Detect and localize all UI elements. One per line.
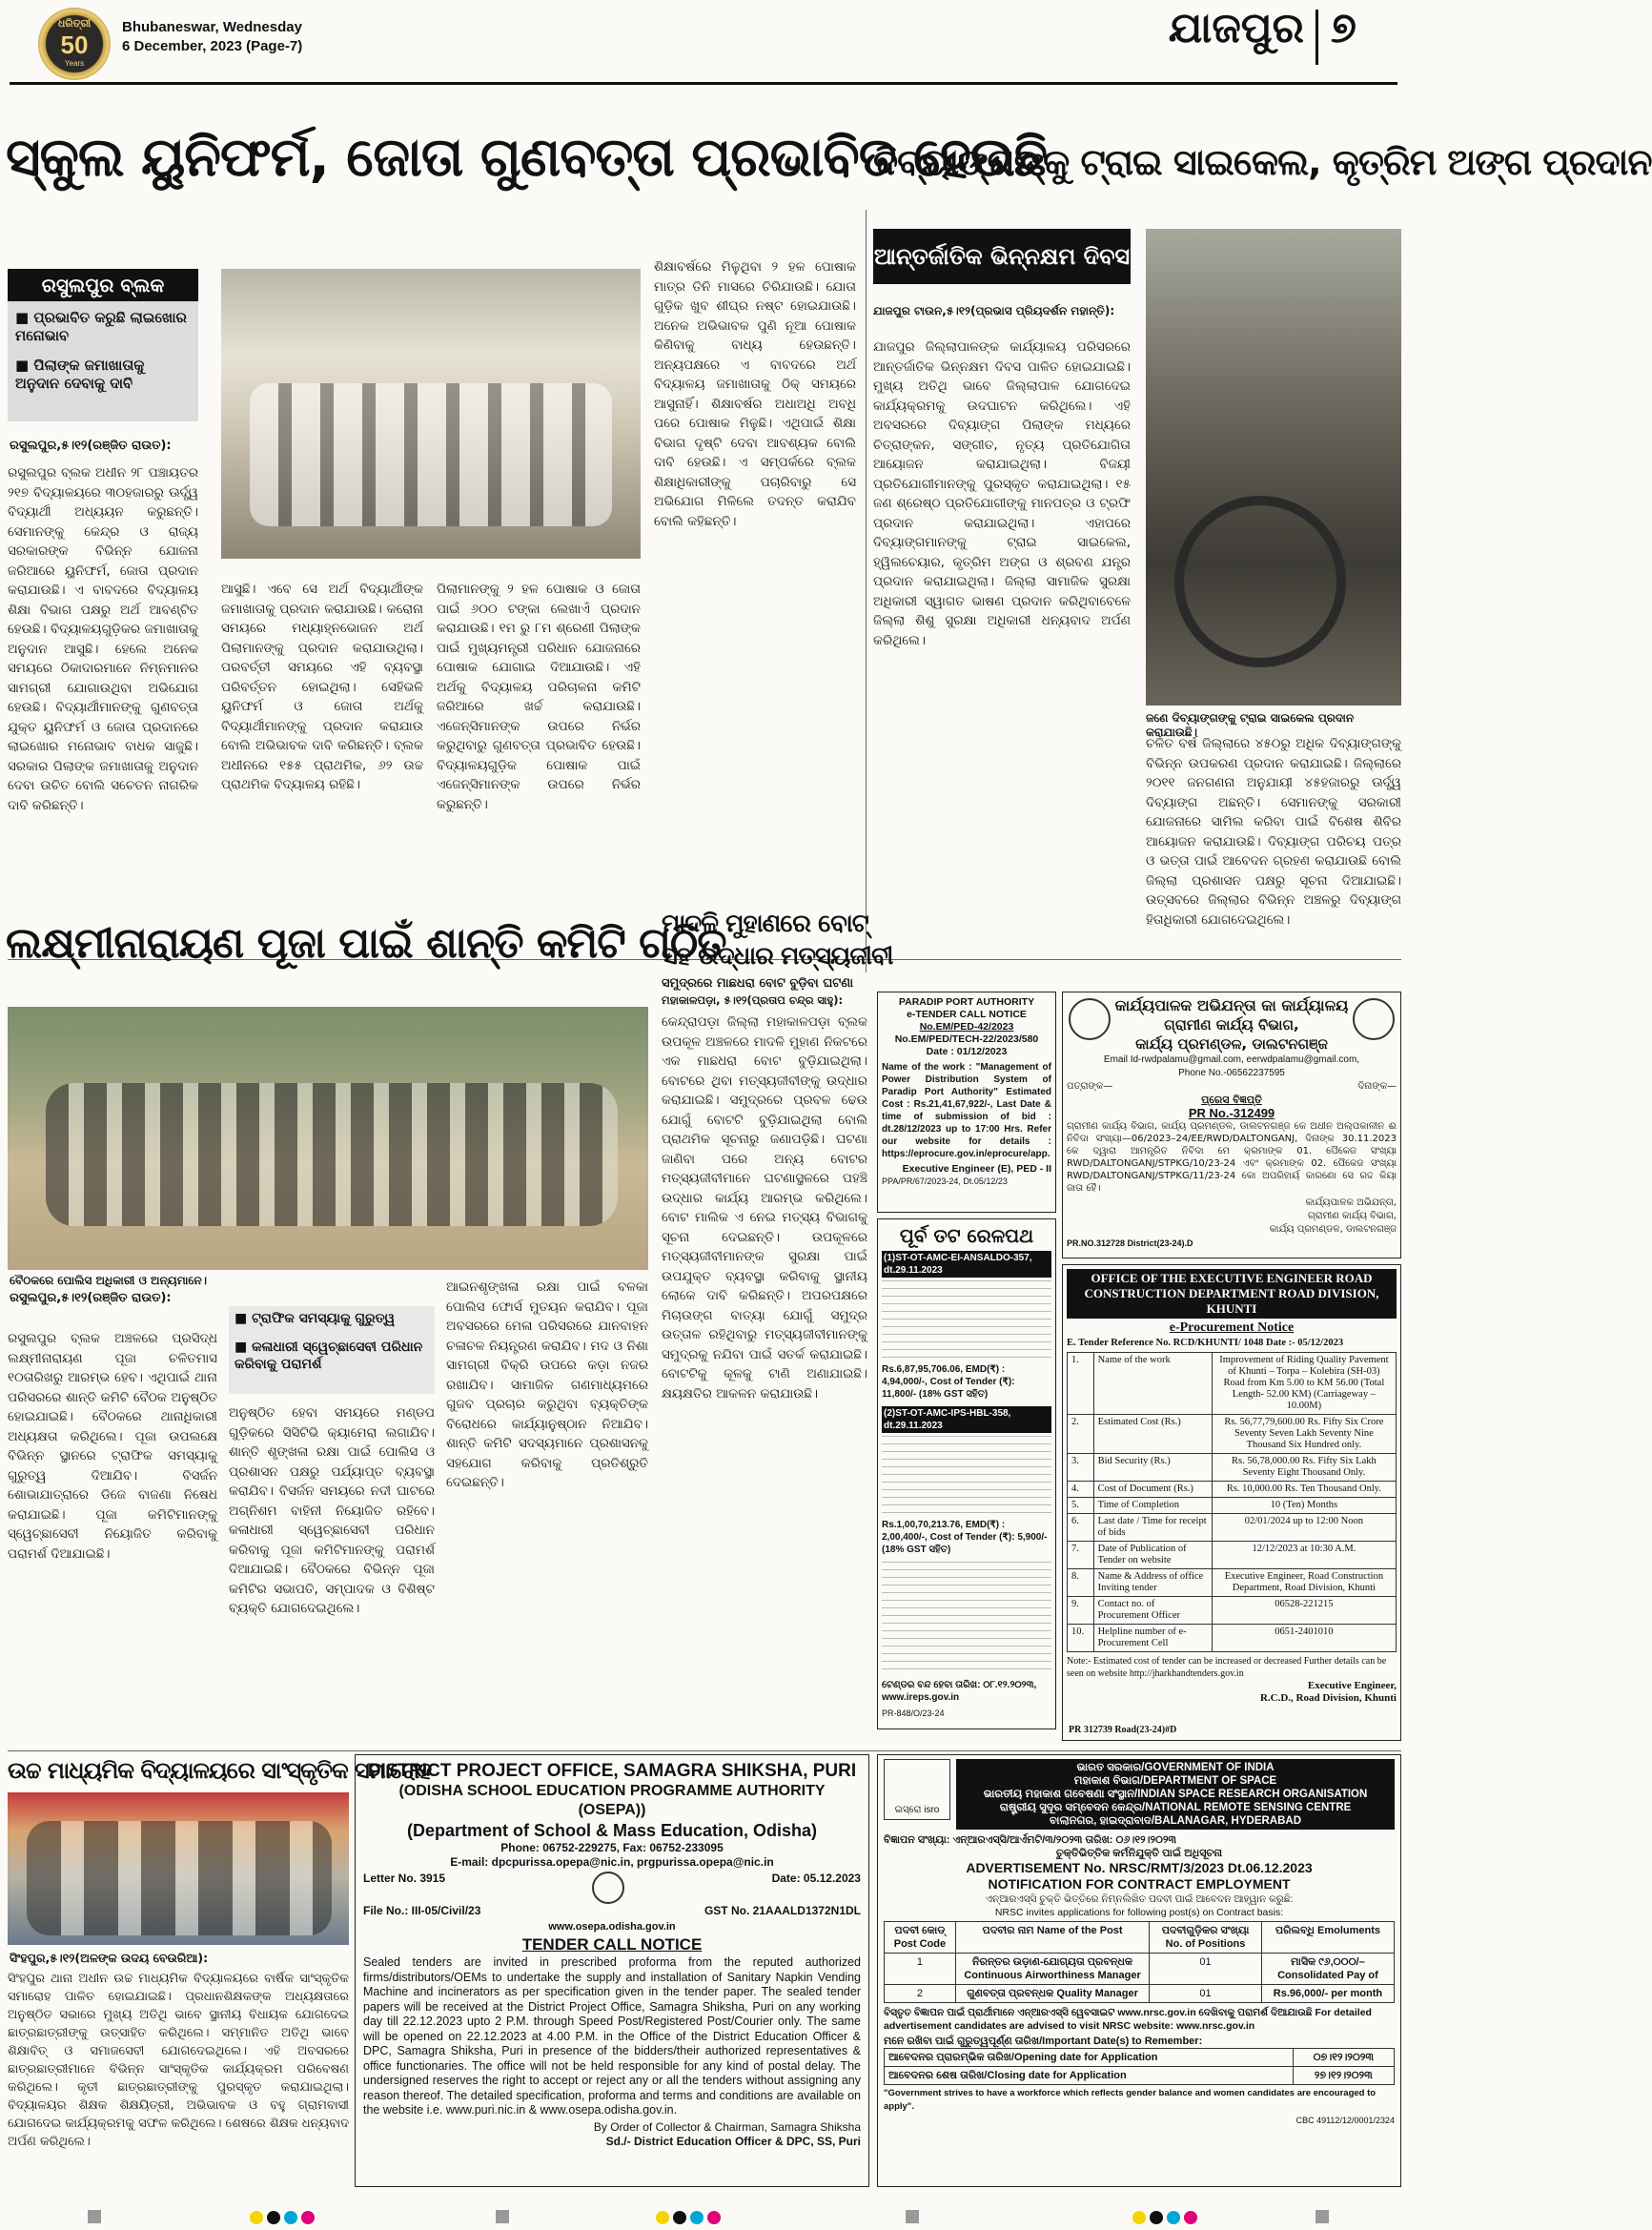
ad-nrsc-header — [884, 1759, 1395, 1830]
ad-osepa-file: File No.: III-05/Civil/23 — [363, 1904, 481, 1917]
story2-headline: ଦିବ୍ୟାଙ୍ଗଙ୍କୁ ଟ୍ରାଇ ସାଇକେଲ, କୃତ୍ରିମ ଅଙ୍ଗ ପ୍ରଦାନ — [873, 141, 1652, 183]
ad-khunti-row — [1068, 1454, 1397, 1482]
ad-paradip — [877, 992, 1056, 1213]
story5-photo-people — [27, 1821, 332, 1935]
ad-rwd-email: Email Id-rwdpalamu@gmail.com, eerwdpalamu@gmail.com, — [1103, 1054, 1360, 1065]
ad-khunti-cell-no: 8. — [1068, 1569, 1094, 1597]
ad-nrsc-cell: 01 — [1150, 1985, 1262, 2003]
story3-bullet-2-text: କଳାଧାରୀ ସ୍ୱେଚ୍ଛାସେବୀ ପରିଧାନ କରିବାକୁ ପରାମର୍ଶ — [235, 1340, 423, 1372]
ad-osepa-emblem — [592, 1872, 624, 1904]
ad-rwd-pr-no: PR No.-312499 — [1188, 1106, 1275, 1120]
ad-khunti-cell-value: 06528-221215 — [1212, 1597, 1396, 1625]
page-number: ୭ — [1331, 4, 1356, 52]
ad-nrsc-adv-odia: ବିଜ୍ଞାପନ ସଂଖ୍ୟା: ଏନ୍ଆରଏସ୍‌ସି/ଆର୍ଏମଟି/୩/୨୦୨୩ ତାରିଖ: ୦୬।୧୨।୨୦୨୩ — [884, 1834, 1177, 1846]
ad-khunti-cell-value: Executive Engineer, Road Construction Department, Road Division, Khunti — [1212, 1569, 1396, 1597]
story1-dateline: ରସୁଲପୁର,୫।୧୨(ରଞ୍ଜିତ ରାଉତ): — [10, 439, 172, 453]
ad-ecor-text-2 — [882, 1436, 1051, 1516]
ad-osepa-letter: Letter No. 3915 — [363, 1872, 446, 1885]
ad-khunti-row — [1068, 1415, 1397, 1454]
ad-nrsc-cell: 1 — [885, 1954, 956, 1985]
story4-headline-1: ମାଦଳି ମୁହାଣରେ ବୋଟ୍ — [662, 910, 868, 938]
ad-nrsc-cell: ମାସିକ ୯୬,୦୦୦/– Consolidated Pay of — [1261, 1954, 1394, 1985]
ad-nrsc-invites-odia: ଏନ୍ଆରଏସ୍‌ସି ଚୁକ୍ତି ଭିତ୍ତିରେ ନିମ୍ନଲିଖିତ ପଦବୀ ପାଇଁ ଆବେଦନ ଆହ୍ୱାନ କରୁଛି: — [985, 1893, 1294, 1905]
ad-nrsc-adv: ADVERTISEMENT No. NRSC/RMT/3/2023 Dt.06.12.2023 — [966, 1860, 1313, 1875]
registration-square — [88, 2210, 101, 2223]
ad-khunti-row — [1068, 1542, 1397, 1569]
story1-col-4: ଶିକ୍ଷାବର୍ଷରେ ମିଳୁଥିବା ୨ ହଳ ପୋଷାକ ମାତ୍ର ତିନି ମାସରେ ଚିରିଯାଉଛି। ଯୋତା ଗୁଡ଼ିକ ଖୁବ ଶୀଘ୍ର ନଷ୍ଟ ହୋଇଯାଉଛି। ଅନେକ ଅଭିଭାବକ ପୁଣି ନୂଆ ପୋଷାକ କିଣିବାକୁ ବାଧ୍ୟ ହେଉଛନ୍ତି। ଅନ୍ୟପକ୍ଷରେ ଏ ବାବଦରେ ଅର୍ଥ ବିଦ୍ୟାଳୟ ଜମାଖାତାକୁ ଠିକ୍ ସମୟରେ ଆସୁନାହିଁ। ଶିକ୍ଷାବର୍ଷର ଅଧାଅଧି ଅବଧି ପରେ ପୋଷାକ ମିଳୁଛି। ଏଥିପାଇଁ ଶିକ୍ଷା ବିଭାଗ ଦୃଷ୍ଟି ଦେବା ଆବଶ୍ୟକ ବୋଲି ଦାବି ହେଉଛି। ଏ ସମ୍ପର୍କରେ ବ୍ଲକ ଶିକ୍ଷାଧିକାରୀଙ୍କୁ ପଚାରିବାରୁ ସେ ଅଭିଯୋଗ ମିଳିଲେ ତଦନ୍ତ କରାଯିବ ବୋଲି କହିଛନ୍ତି। — [654, 259, 856, 529]
ad-nrsc-close-row — [885, 2067, 1395, 2085]
story1-col-2: ଆସୁଛି। ଏବେ ସେ ଅର୍ଥ ବିଦ୍ୟାର୍ଥୀଙ୍କ ଜମାଖାତାକୁ ପ୍ରଦାନ କରାଯାଉଛି। କରୋନା ସମୟରେ ମଧ୍ୟାହ୍ନଭୋଜନ ଅର୍ଥ ପିଲାମାନଙ୍କୁ ପ୍ରଦାନ କରାଯାଉଥିଲା। ପରବର୍ତ୍ତୀ ସମୟରେ ଏହି ବ୍ୟବସ୍ଥା ପରିବର୍ତ୍ତନ ହୋଇଥିଲା। ସେହିଭଳି ୟୁନିଫର୍ମ ଓ ଜୋତା ଅର୍ଥକୁ ବିଦ୍ୟାର୍ଥୀମାନଙ୍କୁ ପ୍ରଦାନ କରାଯାଉ ବୋଲି ଅଭିଭାବକ ଦାବି କରିଛନ୍ତି। ବ୍ଲକ ଅଧୀନରେ ୧୫୫ ପ୍ରାଥମିକ, ୬୨ ଉଚ୍ଚ ପ୍ରାଥମିକ ବିଦ୍ୟାଳୟ ରହିଛି। — [221, 582, 423, 792]
ad-nrsc-close-label: ଆବେଦନର ଶେଷ ତାରିଖ/Closing date for Application — [885, 2067, 1294, 2085]
ad-paradip-title: PARADIP PORT AUTHORITY — [898, 996, 1035, 1008]
ad-khunti-cell-no: 3. — [1068, 1454, 1094, 1482]
story5-dateline: ସିଂହପୁର,୫।୧୨(ଅଳଙ୍କ ଉଦୟ ବେଉରିଆ): — [10, 1951, 209, 1965]
story4-text: କେନ୍ଦ୍ରାପଡ଼ା ଜିଲ୍ଲା ମହାକାଳପଡ଼ା ବ୍ଲକ ଉପକୂଳ ଅଞ୍ଚଳରେ ମାଦଳି ମୁହାଣ ନିକଟରେ ଏକ ମାଛଧରା ବୋଟ ବୁଡ଼ିଯାଇଥିଲା। ବୋଟରେ ଥିବା ମତ୍ସ୍ୟଜୀବୀଙ୍କୁ ଉଦ୍ଧାର କରାଯାଇଛି। ସମୁଦ୍ରରେ ପ୍ରବଳ ଢେଉ ଯୋଗୁଁ ବୋଟଟି ବୁଡ଼ିଯାଇଥିଲା ବୋଲି ପ୍ରାଥମିକ ସୂଚନାରୁ ଜଣାପଡ଼ିଛି। ଘଟଣା ଜାଣିବା ପରେ ଅନ୍ୟ ବୋଟର ମତ୍ସ୍ୟଜୀବୀମାନେ ଘଟଣାସ୍ଥଳରେ ପହଞ୍ଚି ଉଦ୍ଧାର କାର୍ଯ୍ୟ ଆରମ୍ଭ କରିଥିଲେ। ବୋଟ ମାଲିକ ଏ ନେଇ ମତ୍ସ୍ୟ ବିଭାଗକୁ ସୂଚନା ଦେଇଛନ୍ତି। ଉପକୂଳରେ ମତ୍ସ୍ୟଜୀବୀମାନଙ୍କ ସୁରକ୍ଷା ପାଇଁ ଉପଯୁକ୍ତ ବ୍ୟବସ୍ଥା କରିବାକୁ ସ୍ଥାନୀୟ ଲୋକେ ଦାବି କରିଛନ୍ତି। ଅପରପକ୍ଷରେ ମିଚାଉଙ୍ଗ ବାତ୍ୟା ଯୋଗୁଁ ସମୁଦ୍ର ଉତ୍ତାଳ ରହିଥିବାରୁ ମତ୍ସ୍ୟଜୀବୀମାନଙ୍କୁ ସମୁଦ୍ରକୁ ନଯିବା ପାଇଁ ସତର୍କ କରାଯାଇଛି। ବୋଟଟିକୁ କୂଳକୁ ଟାଣି ଅଣାଯାଇଛି। କ୍ଷୟକ୍ଷତିର ଆକଳନ କରାଯାଉଛି। — [662, 1014, 867, 1401]
ad-nrsc-invites: NRSC invites applications for following post(s) on Contract basis: — [994, 1907, 1284, 1918]
story3-photo-caption: ବୈଠକରେ ପୋଲିସ ଅଧିକାରୀ ଓ ଅନ୍ୟମାନେ। — [10, 1274, 208, 1287]
ad-khunti-cell-value: Rs. 56,77,79,600.00 Rs. Fifty Six Crore Seventy Seven Lakh Seventy Nine Thousand Six Hundred only. — [1212, 1415, 1396, 1454]
ad-khunti-row — [1068, 1569, 1397, 1597]
ad-khunti-cell-label: Name of the work — [1093, 1353, 1212, 1415]
print-marks — [0, 2206, 1407, 2229]
story3-col-3: ଆଇନଶୃଙ୍ଖଳା ରକ୍ଷା ପାଇଁ ବଳକା ପୋଲିସ ଫୋର୍ସ ମୁତୟନ କରାଯିବ। ପୂଜା ଅବସରରେ ମେଳା ପରିସରରେ ଯାନବାହନ ଚଳାଚଳ ନିୟନ୍ତ୍ରଣ କରାଯିବ। ମଦ ଓ ନିଶା ସାମଗ୍ରୀ ବିକ୍ରି ଉପରେ କଡ଼ା ନଜର ରଖାଯିବ। ସାମାଜିକ ଗଣମାଧ୍ୟମରେ ଗୁଜବ ପ୍ରଚାର କରୁଥିବା ବ୍ୟକ୍ତିଙ୍କ ବିରୋଧରେ କାର୍ଯ୍ୟାନୁଷ୍ଠାନ ନିଆଯିବ। ଶାନ୍ତି କମିଟି ସଦସ୍ୟମାନେ ପ୍ରଶାସନକୁ ସହଯୋଗ କରିବାକୁ ପ୍ରତିଶ୍ରୁତି ଦେଇଛନ୍ତି। — [446, 1279, 648, 1490]
ad-khunti-ref: E. Tender Reference No. RCD/KHUNTI/ 1048 Date :- 05/12/2023 — [1067, 1338, 1344, 1348]
story4-headline-2: ସହ ଉଦ୍ଧାର ମତ୍ସ୍ୟଜୀବୀ — [662, 942, 893, 971]
ad-ecor-cost-1: Rs.6,87,95,706.06, EMD(₹) : 4,94,000/-, Cost of Tender (₹): 11,800/- (18% GST ସହିତ) — [882, 1364, 1015, 1400]
story1-bullet-1-text: ପ୍ରଭାବିତ କରୁଛି ଲାଇଖୋର ମନୋଭାବ — [15, 309, 187, 344]
registration-square — [496, 2210, 509, 2223]
ad-nrsc-cell: ନିରନ୍ତର ଉଡ଼ାଣ-ଯୋଗ୍ୟତା ପ୍ରବନ୍ଧକ Continuous Airworthiness Manager — [955, 1954, 1149, 1985]
ad-khunti-signature-2: R.C.D., Road Division, Khunti — [1259, 1692, 1397, 1704]
ad-ecor-item-1: (1)ST-OT-AMC-EI-ANSALDO-357, dt.29.11.2023 — [882, 1251, 1051, 1278]
ad-rwd-body: ଗ୍ରାମୀଣ କାର୍ଯ୍ୟ ବିଭାଗ, କାର୍ଯ୍ୟ ପ୍ରମଣ୍ଡଳ, ଡାଲଟନଗଞ୍ଜ କେ ଅଧୀନ ଅଲ୍ପକାଳୀନ ଈ ନିବିଦା ସଂଖ୍ୟା—06/2023–24/EE/RWD/DALTONGANJ, ଦିନାଙ୍କ 30.11.2023 କେ ଦ୍ୱାରା ଆମନ୍ତ୍ରିତ ନିବିଦା ମେ କ୍ରମାଙ୍କ 01. ପୈକେଜ ସଂଖ୍ୟା RWD/DALTONGANJ/STPKG/10/23-24 ଏବଂ କ୍ରମାଙ୍କ 02. ପୈକେଜ ସଂଖ୍ୟା RWD/DALTONGANJ/STPKG/11/23-24 କୋ ଅପରିହାର୍ୟ କାରଣୋ ସେ ରଦ୍ଦ କିୟା ଜାତା ହୈ। — [1067, 1121, 1397, 1194]
story1-col-1: ରସୁଲପୁର ବ୍ଲକ ଅଧୀନ ୨୮ ପଞ୍ଚାୟତର ୨୧୭ ବିଦ୍ୟାଳୟରେ ୩୦ହଜାରରୁ ଊର୍ଦ୍ଧ୍ୱ ବିଦ୍ୟାର୍ଥୀ ଅଧ୍ୟୟନ କରୁଛନ୍ତି। ସେମାନଙ୍କୁ କେନ୍ଦ୍ର ଓ ରାଜ୍ୟ ସରକାରଙ୍କ ବିଭିନ୍ନ ଯୋଜନା ଜରିଆରେ ୟୁନିଫର୍ମ, ଜୋତା ପ୍ରଦାନ କରାଯାଉଛି। ଏ ବାବଦରେ ବିଦ୍ୟାଳୟ ଶିକ୍ଷା ବିଭାଗ ପକ୍ଷରୁ ଅର୍ଥ ଆବଣ୍ଟିତ ହେଉଛି। ବିଦ୍ୟାଳୟଗୁଡ଼ିକର ଜମାଖାତାକୁ ଅନୁଦାନ ଆସୁଛି। ହେଲେ ଅନେକ ସମୟରେ ଠିକାଦାରମାନେ ନିମ୍ନମାନର ସାମଗ୍ରୀ ଯୋଗାଉଥିବା ଅଭିଯୋଗ ହେଉଛି। ବିଦ୍ୟାର୍ଥୀମାନଙ୍କୁ ଗୁଣବତ୍ତା ଯୁକ୍ତ ୟୁନିଫର୍ମ ଓ ଜୋତା ପ୍ରଦାନରେ ଲାଇଖୋର ମନୋଭାବ ବାଧକ ସାଜୁଛି। ସରକାର ପିଲାଙ୍କ ଜମାଖାତାକୁ ଅନୁଦାନ ଦେବା ଉଚିତ ବୋଲି ସଚେତନ ନାଗରିକ ଦାବି କରିଛନ୍ତି। — [8, 465, 198, 813]
ad-osepa-email: E-mail: dpcpurissa.opepa@nic.in, prgpurissa.opepa@nic.in — [450, 1855, 774, 1869]
ad-khunti-cell-value: 02/01/2024 up to 12:00 Noon — [1212, 1514, 1396, 1542]
story1-kicker: ରସୁଲପୁର ବ୍ଲକ — [8, 269, 198, 301]
story2-photo-wheel — [1174, 496, 1346, 667]
ad-nrsc-open-date: ୦୭।୧୨।୨୦୨୩ — [1293, 2049, 1394, 2067]
ad-ecor-closing: ଟେଣ୍ଡର ବନ୍ଦ ହେବା ତାରିଖ: ୦୮.୧୨.୨୦୨୩, www.ireps.gov.in — [882, 1680, 1037, 1703]
ad-khunti-signature: Executive Engineer, — [1307, 1680, 1397, 1691]
ad-nrsc-close-date: ୨୭।୧୨।୨୦୨୩ — [1293, 2067, 1394, 2085]
ad-nrsc-open-label: ଆବେଦନର ପ୍ରାରମ୍ଭିକ ତାରିଖ/Opening date for Application — [885, 2049, 1294, 2067]
ad-nrsc-row-2 — [885, 1985, 1395, 2003]
masthead-rule — [10, 82, 1397, 85]
story4-dateline: ମହାକାଳପଡ଼ା, ୫।୧୨(ପ୍ରତାପ ଚନ୍ଦ୍ର ସାହୁ): — [662, 993, 844, 1007]
ad-nrsc-title — [956, 1759, 1395, 1830]
ad-paradip-signature: Executive Engineer (E), PED - II — [902, 1163, 1051, 1175]
story1-headline: ସ୍କୁଲ ୟୁନିଫର୍ମ, ଜୋତା ଗୁଣବତ୍ତା ପ୍ରଭାବିତ ହେଉଛି — [6, 127, 1047, 189]
story3-col-2: ଅନୁଷ୍ଠିତ ହେବା ସମୟରେ ମଣ୍ଡପ ଗୁଡ଼ିକରେ ସିସିଟିଭି କ୍ୟାମେରା ଲଗାଯିବ। ଶାନ୍ତି ଶୃଙ୍ଖଳା ରକ୍ଷା ପାଇଁ ପୋଲିସ ଓ ପ୍ରଶାସନ ପକ୍ଷରୁ ପର୍ଯ୍ୟାପ୍ତ ବ୍ୟବସ୍ଥା କରାଯିବ। ବିସର୍ଜନ ସମୟରେ ନଦୀ ଘାଟରେ ଅଗ୍ନିଶମ ବାହିନୀ ନିୟୋଜିତ ରହିବେ। କଳାଧାରୀ ସ୍ୱେଚ୍ଛାସେବୀ ପରିଧାନ କରିବାକୁ ପୂଜା କମିଟିମାନଙ୍କୁ ପରାମର୍ଶ ଦିଆଯାଇଛି। ବୈଠକରେ ବିଭିନ୍ନ ପୂଜା କମିଟିର ସଭାପତି, ସମ୍ପାଦକ ଓ ବିଶିଷ୍ଟ ବ୍ୟକ୍ତି ଯୋଗଦେଇଥିଲେ। — [229, 1405, 435, 1616]
ad-khunti-cell-no: 5. — [1068, 1498, 1094, 1514]
ad-khunti-row — [1068, 1353, 1397, 1415]
ad-osepa-row-2 — [363, 1904, 861, 1918]
ad-osepa-gst: GST No. 21AAALD1372N1DL — [704, 1904, 861, 1917]
ad-khunti-row — [1068, 1498, 1397, 1514]
story1-photo-students — [250, 383, 612, 526]
ad-ecor-item-2: (2)ST-OT-AMC-IPS-HBL-358, dt.29.11.2023 — [882, 1406, 1051, 1433]
story2-dateline: ଯାଜପୁର ଟାଉନ,୫।୧୨(ପ୍ରଭାସ ପ୍ରିୟଦର୍ଶନ ମହାନ୍ତି): — [873, 304, 1115, 317]
ad-nrsc-th-code: ପଦବୀ କୋଡ୍ Post Code — [885, 1922, 956, 1954]
ad-nrsc-line-3: ଭାରତୀୟ ମହାକାଶ ଗବେଷଣା ସଂସ୍ଥାନ/INDIAN SPACE RESEARCH ORGANISATION — [983, 1789, 1368, 1800]
ad-osepa-date: Date: 05.12.2023 — [771, 1872, 861, 1885]
dateline-date: 6 December, 2023 (Page-7) — [122, 38, 303, 54]
ad-nrsc-logo — [884, 1759, 950, 1820]
ad-rwd-ref-row — [1067, 1080, 1397, 1094]
ad-ecor-text-1 — [882, 1280, 1051, 1361]
registration-dots — [250, 2210, 318, 2228]
ad-khunti-cell-label: Estimated Cost (Rs.) — [1093, 1415, 1212, 1454]
story5-headline: ଉଚ୍ଚ ମାଧ୍ୟମିକ ବିଦ୍ୟାଳୟରେ ସାଂସ୍କୃତିକ ସମାରୋହ — [8, 1757, 432, 1784]
ad-rwd-date-label: ଦିନାଙ୍କ— — [1357, 1081, 1397, 1092]
story3-col-1: ରସୁଲପୁର ବ୍ଲକ ଅଞ୍ଚଳରେ ପ୍ରସିଦ୍ଧ ଲକ୍ଷ୍ମୀନାରାୟଣ ପୂଜା ଚଳିତମାସ ୧୦ତାରିଖରୁ ଆରମ୍ଭ ହେବ। ଏଥିପାଇଁ ଥାନା ପରିସରରେ ଶାନ୍ତି କମିଟି ବୈଠକ ଅନୁଷ୍ଠିତ ହୋଇଯାଇଛି। ବୈଠକରେ ଥାନାଧିକାରୀ ଅଧ୍ୟକ୍ଷତା କରିଥିଲେ। ପୂଜା ଉପଲକ୍ଷେ ବିଭିନ୍ନ ସ୍ଥାନରେ ଟ୍ରାଫିକ ସମସ୍ୟାକୁ ଗୁରୁତ୍ୱ ଦିଆଯିବ। ବିସର୍ଜନ ଶୋଭାଯାତ୍ରାରେ ଡିଜେ ବାଜଣା ନିଷେଧ କରାଯାଇଛି। ପୂଜା କମିଟିମାନଙ୍କୁ ସ୍ୱେଚ୍ଛାସେବୀ ନିୟୋଜିତ କରିବାକୁ ପରାମର୍ଶ ଦିଆଯାଇଛି। — [8, 1331, 217, 1562]
story1-bullet-1: ■ ପ୍ରଭାବିତ କରୁଛି ଲାଇଖୋର ମନୋଭାବ — [15, 309, 187, 344]
ad-khunti-cell-value: Rs. 10,000.00 Rs. Ten Thousand Only. — [1212, 1482, 1396, 1498]
ad-khunti-row — [1068, 1597, 1397, 1625]
ad-khunti-cell-no: 6. — [1068, 1514, 1094, 1542]
story2-photo — [1146, 229, 1401, 706]
ad-khunti-cell-value: 12/12/2023 at 10:30 A.M. — [1212, 1542, 1396, 1569]
ad-nrsc-row-1 — [885, 1954, 1395, 1985]
section-rule-2 — [8, 1750, 1401, 1751]
ad-rwd — [1062, 992, 1401, 1258]
ad-khunti-cell-label: Time of Completion — [1093, 1498, 1212, 1514]
story4-subhead: ସମୁଦ୍ରରେ ମାଛଧରା ବୋଟ ବୁଡ଼ିବା ଘଟଣା — [662, 976, 854, 991]
ad-khunti-row — [1068, 1482, 1397, 1498]
ad-khunti-cell-no: 7. — [1068, 1542, 1094, 1569]
ad-khunti-notice: e-Procurement Notice — [1169, 1320, 1295, 1335]
ad-nrsc — [877, 1754, 1401, 2187]
ad-rwd-press: ପ୍ରେସ ବିଜ୍ଞପ୍ତି — [1201, 1094, 1262, 1106]
ad-khunti — [1062, 1264, 1401, 1741]
ad-rwd-footer: PR.NO.312728 District(23-24).D — [1067, 1238, 1193, 1248]
story2-photo-caption: ଜଣେ ଦିବ୍ୟାଙ୍ଗଙ୍କୁ ଟ୍ରାଇ ସାଇକେଲ ପ୍ରଦାନ କରାଯାଉଛି। — [1146, 711, 1355, 739]
story1-photo — [221, 269, 641, 559]
story5-text: ସିଂହପୁର ଥାନା ଅଧୀନ ଉଚ୍ଚ ମାଧ୍ୟମିକ ବିଦ୍ୟାଳୟରେ ବାର୍ଷିକ ସାଂସ୍କୃତିକ ସମାରୋହ ପାଳିତ ହୋଇଯାଇଛି। ପ୍ରଧାନଶିକ୍ଷକଙ୍କ ଅଧ୍ୟକ୍ଷତାରେ ଅନୁଷ୍ଠିତ ସଭାରେ ମୁଖ୍ୟ ଅତିଥି ଭାବେ ସ୍ଥାନୀୟ ବିଧାୟକ ଯୋଗଦେଇ ଛାତ୍ରଛାତ୍ରୀଙ୍କୁ ଉତ୍ସାହିତ କରିଥିଲେ। ସମ୍ମାନିତ ଅତିଥି ଭାବେ ଶିକ୍ଷାବିତ୍ ଓ ସମାଜସେବୀ ଯୋଗଦେଇଥିଲେ। ଏହି ଅବସରରେ ଛାତ୍ରଛାତ୍ରୀମାନେ ବିଭିନ୍ନ ସାଂସ୍କୃତିକ କାର୍ଯ୍ୟକ୍ରମ ପରିବେଷଣ କରିଥିଲେ। କୃତୀ ଛାତ୍ରଛାତ୍ରୀଙ୍କୁ ପୁରସ୍କୃତ କରାଯାଇଥିଲା। ବିଦ୍ୟାଳୟର ଶିକ୍ଷକ ଶିକ୍ଷୟିତ୍ରୀ, ଅଭିଭାବକ ଓ ବହୁ ଗ୍ରାମବାସୀ ଯୋଗଦେଇ କାର୍ଯ୍ୟକ୍ରମକୁ ସଫଳ କରିଥିଲେ। ଶେଷରେ ଶିକ୍ଷକ ଧନ୍ୟବାଦ ଅର୍ପଣ କରିଥିଲେ। — [8, 1972, 350, 2149]
ad-osepa-phone: Phone: 06752-229275, Fax: 06752-233095 — [500, 1841, 724, 1854]
ad-nrsc-th-pay: ପରିଲବ୍ଧି Emoluments — [1261, 1922, 1394, 1954]
ad-rwd-sig-3: କାର୍ଯ୍ୟ ପ୍ରମଣ୍ଡଳ, ଡାଲଟନଗଞ୍ଜ — [1269, 1224, 1397, 1235]
registration-square — [1315, 2210, 1329, 2223]
ad-nrsc-notification: NOTIFICATION FOR CONTRACT EMPLOYMENT — [988, 1876, 1291, 1892]
ad-osepa-sig-2: Sd./- District Education Officer & DPC, SS, Puri — [605, 2134, 861, 2148]
ad-osepa-row-1 — [363, 1872, 861, 1904]
logo-sub: Years — [64, 59, 85, 68]
ad-khunti-table — [1067, 1352, 1397, 1652]
ad-khunti-cell-value: Improvement of Riding Quality Pavement of Khunti – Torpa – Kolebira (SH-03) Road from Km 5.00 to KM 56.00 (Total Length- 52.00 KM) (Carriageway – 10.00M) — [1212, 1353, 1396, 1415]
ad-rwd-sig-2: ଗ୍ରାମୀଣ କାର୍ଯ୍ୟ ବିଭାଗ, — [1307, 1211, 1397, 1221]
story3-bullet-1: ■ ଟ୍ରାଫିକ ସମସ୍ୟାକୁ ଗୁରୁତ୍ୱ — [235, 1311, 396, 1326]
ad-rwd-title-1: କାର୍ଯ୍ୟପାଳକ ଅଭିଯନ୍ତା କା କାର୍ଯ୍ୟାଳୟ — [1114, 996, 1349, 1014]
dateline-city: Bhubaneswar, Wednesday — [122, 19, 302, 35]
section-divider — [1315, 10, 1318, 65]
ad-nrsc-details: ବିସ୍ତୃତ ବିଜ୍ଞାପନ ପାଇଁ ପ୍ରାର୍ଥୀମାନେ ଏନ୍ଆରଏସ୍‌ସି ୱେବସାଇଟ www.nrsc.gov.in ଦେଖିବାକୁ ପରାମର୍ଶ ଦିଆଯାଉଛି For detailed advertisement candidates are advised to visit NRSC website: www.nrsc.gov.in — [884, 2007, 1372, 2032]
ad-osepa-notice: TENDER CALL NOTICE — [521, 1935, 703, 1954]
ad-rwd-title-3: କାର୍ଯ୍ୟ ପ୍ରମଣ୍ଡଳ, ଡାଲଟନଗଞ୍ଜ — [1135, 1035, 1328, 1053]
ad-khunti-cell-label: Contact no. of Procurement Officer — [1093, 1597, 1212, 1625]
ad-paradip-ref: No.EM/PED/TECH-22/2023/580 — [894, 1033, 1039, 1045]
logo — [38, 8, 111, 80]
story3-bullet-1-text: ଟ୍ରାଫିକ ସମସ୍ୟାକୁ ଗୁରୁତ୍ୱ — [252, 1311, 396, 1326]
story1-col-3: ପିଲାମାନଙ୍କୁ ୨ ହଳ ପୋଷାକ ଓ ଜୋତା ପାଇଁ ୬୦୦ ଟଙ୍କା ଲେଖାଏଁ ପ୍ରଦାନ କରାଯାଉଛି। ୧ମ ରୁ ୮ମ ଶ୍ରେଣୀ ପିଲାଙ୍କ ପାଇଁ ମୁଖ୍ୟମନ୍ତ୍ରୀ ପରିଧାନ ଯୋଜନାରେ ପୋଷାକ ଯୋଗାଇ ଦିଆଯାଉଛି। ଏହି ଅର୍ଥକୁ ବିଦ୍ୟାଳୟ ପରିଚାଳନା କମିଟି ଜରିଆରେ ଖର୍ଚ୍ଚ କରାଯାଉଛି। ଏଜେନ୍ସିମାନଙ୍କ ଉପରେ ନିର୍ଭର କରୁଥିବାରୁ ଗୁଣବତ୍ତା ପ୍ରଭାବିତ ହେଉଛି। ବିଦ୍ୟାଳୟଗୁଡ଼ିକ ପୋଷାକ ପାଇଁ ଏଜେନ୍ସିମାନଙ୍କ ଉପରେ ନିର୍ଭର କରୁଛନ୍ତି। — [437, 582, 641, 812]
ad-ecor-text-3 — [882, 1562, 1051, 1676]
ad-nrsc-footer: CBC 49112/12/0001/2324 — [1295, 2116, 1395, 2125]
story3-photo — [8, 1007, 648, 1270]
ad-osepa-sig-1: By Order of Collector & Chairman, Samagra Shiksha — [593, 2119, 861, 2134]
ad-paradip-body: Name of the work : "Management of Power Distribution System of Paradip Port Authority" Estimated Cost : Rs.21,41,67,922/-, Last Date & time of submission of bid : dt.28/12/2023 up to 17:00 Hrs. Refer our website for details : https://eprocure.gov.in/eprocure/app. — [882, 1062, 1051, 1159]
ad-paradip-no: No.EM/PED-42/2023 — [919, 1021, 1014, 1033]
ad-osepa-body: Sealed tenders are invited in prescribed proforma from the reputed authorized firms/distributors/OEMs to undertake the supply and installation of Sanitary Napkin Vending Machine and incinerators as per specification given in the tender paper. The sealed tender papers will be received at the District Project Office, Samagra Shiksha, Puri on any working day till 22.12.2023 upto 2 P.M. through Speed Post/Registered Post/Courier only. The same will be opened on 22.12.2023 at 4.00 P.M. in the Office of the District Education Officer & DPC, Samagra Shiksha, Puri in presence of the bidders/their authorized representatives & office functionaries. The office will not be held responsible for any kind of postal delay. The undersigned reserves the right to accept or reject any or all the tenders without assigning any reason thereof. The detailed specification, proforma and terms and conditions are available on the website i.e. www.puri.nic.in & www.osepa.odisha.gov.in. — [363, 1955, 861, 2117]
ad-nrsc-open-row — [885, 2049, 1395, 2067]
ad-khunti-cell-label: Name & Address of office Inviting tender — [1093, 1569, 1212, 1597]
ad-khunti-cell-no: 4. — [1068, 1482, 1094, 1498]
story3-bullet-box — [229, 1306, 435, 1394]
ad-khunti-cell-value: 0651-2401010 — [1212, 1625, 1396, 1652]
ad-ecor-cost-2: Rs.1,00,70,213.76, EMD(₹) : 2,00,400/-, Cost of Tender (₹): 5,900/- (18% GST ସହିତ) — [882, 1520, 1048, 1555]
story1-bullet-2-text: ପିଲାଙ୍କ ଜମାଖାତାକୁ ଅନୁଦାନ ଦେବାକୁ ଦାବି — [15, 357, 145, 392]
ad-rwd-ptrank: ପତ୍ରାଙ୍କ— — [1067, 1081, 1113, 1092]
ad-nrsc-table — [884, 1921, 1395, 2003]
ad-khunti-cell-label: Helpline number of e-Procurement Cell — [1093, 1625, 1212, 1652]
ad-khunti-cell-value: 10 (Ten) Months — [1212, 1498, 1396, 1514]
ad-nrsc-dates — [884, 2048, 1395, 2085]
column-rule — [866, 210, 867, 972]
story3-headline: ଲକ୍ଷ୍ମୀନାରାୟଣ ପୂଜା ପାଇଁ ଶାନ୍ତି କମିଟି ଗଠିତ — [6, 919, 726, 968]
masthead — [0, 0, 1407, 82]
ad-osepa-dept: (Department of School & Mass Education, Odisha) — [406, 1821, 818, 1840]
ad-nrsc-gender: "Government strives to have a workforce which reflects gender balance and women candidates are encouraged to apply". — [884, 2088, 1377, 2112]
ad-khunti-cell-label: Last date / Time for receipt of bids — [1093, 1514, 1212, 1542]
ad-nrsc-line-4: ରାଷ୍ଟ୍ରୀୟ ସୁଦୂର ସମ୍ବେଦନ କେନ୍ଦ୍ର/NATIONAL REMOTE SENSING CENTRE — [999, 1802, 1352, 1813]
ad-ecor — [877, 1218, 1056, 1729]
ad-khunti-footer: PR 312739 Road(23-24)#D — [1069, 1725, 1177, 1735]
ad-khunti-cell-no: 1. — [1068, 1353, 1094, 1415]
ad-osepa-title-2: (ODISHA SCHOOL EDUCATION PROGRAMME AUTHORITY (OSEPA)) — [398, 1783, 826, 1818]
logo-number: 50 — [60, 31, 89, 59]
ad-nrsc-dates-head: ମନେ ରଖିବା ପାଇଁ ଗୁରୁତ୍ୱପୂର୍ଣ୍ଣ ତାରିଖ/Important Date(s) to Remember: — [884, 2036, 1203, 2047]
ad-khunti-cell-no: 2. — [1068, 1415, 1094, 1454]
ad-rwd-title-2: ଗ୍ରାମୀଣ କାର୍ଯ୍ୟ ବିଭାଗ, — [1164, 1016, 1299, 1033]
ad-paradip-footer: PPA/PR/67/2023-24, Dt.05/12/23 — [882, 1176, 1008, 1186]
story5-photo — [8, 1792, 349, 1945]
ad-ecor-title: ପୂର୍ବ ତଟ ରେଳପଥ — [899, 1224, 1034, 1247]
ad-osepa-title: DISTRICT PROJECT OFFICE, SAMAGRA SHIKSHA, PURI — [367, 1761, 857, 1781]
registration-dots — [1132, 2210, 1201, 2228]
ad-khunti-note: Note:- Estimated cost of tender can be increased or decreased Further details can be seen on website http://jharkhandtenders.gov.in — [1067, 1656, 1387, 1679]
ad-khunti-cell-label: Cost of Document (Rs.) — [1093, 1482, 1212, 1498]
registration-square — [906, 2210, 919, 2223]
story2-col-1: ଯାଜପୁର ଜିଲ୍ଲାପାଳଙ୍କ କାର୍ଯ୍ୟାଳୟ ପରିସରରେ ଆନ୍ତର୍ଜାତିକ ଭିନ୍ନକ୍ଷମ ଦିବସ ପାଳିତ ହୋଇଯାଇଛି। ମୁଖ୍ୟ ଅତିଥି ଭାବେ ଜିଲ୍ଲାପାଳ ଯୋଗଦେଇ କାର୍ଯ୍ୟକ୍ରମକୁ ଉଦଘାଟନ କରିଥିଲେ। ଏହି ଅବସରରେ ଦିବ୍ୟାଙ୍ଗ ପିଲାଙ୍କ ମଧ୍ୟରେ ଚିତ୍ରାଙ୍କନ, ସଙ୍ଗୀତ, ନୃତ୍ୟ ପ୍ରତିଯୋଗିତା ଆୟୋଜନ କରାଯାଇଥିଲା। ବିଜୟୀ ପ୍ରତିଯୋଗୀମାନଙ୍କୁ ପୁରସ୍କୃତ କରାଯାଇଥିଲା। ୧୫ ଜଣ ଶ୍ରେଷ୍ଠ ପ୍ରତିଯୋଗୀଙ୍କୁ ମାନପତ୍ର ଓ ଟ୍ରଫି ପ୍ରଦାନ କରାଯାଇଥିଲା। ଏହାପରେ ଦିବ୍ୟାଙ୍ଗମାନଙ୍କୁ ଟ୍ରାଇ ସାଇକେଲ, ହ୍ୱିଲଚେୟାର, କୃତ୍ରିମ ଅଙ୍ଗ ଓ ଶ୍ରବଣ ଯନ୍ତ୍ର ପ୍ରଦାନ କରାଯାଇଥିଲା। ଜିଲ୍ଲା ସାମାଜିକ ସୁରକ୍ଷା ଅଧିକାରୀ ସ୍ୱାଗତ ଭାଷଣ ପ୍ରଦାନ କରିଥିବାବେଳେ ଜିଲ୍ଲା ଶିଶୁ ସୁରକ୍ଷା ଅଧିକାରୀ ଧନ୍ୟବାଦ ଅର୍ପଣ କରିଥିଲେ। — [873, 339, 1131, 648]
ad-nrsc-line-5: ବାଲାନଗର, ହାଇଦ୍ରାବାଦ/BALANAGAR, HYDERABAD — [1049, 1815, 1302, 1827]
ad-ecor-footer: PR-848/O/23-24 — [882, 1708, 945, 1718]
ad-nrsc-cell: ଗୁଣବତ୍ତା ପ୍ରବନ୍ଧକ Quality Manager — [955, 1985, 1149, 2003]
ad-khunti-title: OFFICE OF THE EXECUTIVE ENGINEER ROAD CONSTRUCTION DEPARTMENT ROAD DIVISION, KHUNTI — [1067, 1269, 1397, 1319]
ad-khunti-cell-no: 10. — [1068, 1625, 1094, 1652]
ad-khunti-row — [1068, 1514, 1397, 1542]
story2-col-2: ଚଳିତ ବର୍ଷ ଜିଲ୍ଲାରେ ୪୫୦ରୁ ଅଧିକ ଦିବ୍ୟାଙ୍ଗଙ୍କୁ ବିଭିନ୍ନ ଉପକରଣ ପ୍ରଦାନ କରାଯାଇଛି। ଜିଲ୍ଲାରେ ୨୦୧୧ ଜନଗଣନା ଅନୁଯାୟୀ ୪୫ହଜାରରୁ ଊର୍ଦ୍ଧ୍ୱ ଦିବ୍ୟାଙ୍ଗ ଅଛନ୍ତି। ସେମାନଙ୍କୁ ସରକାରୀ ଯୋଜନାରେ ସାମିଲ କରିବା ପାଇଁ ବିଶେଷ ଶିବିର ଆୟୋଜନ କରାଯାଉଛି। ଦିବ୍ୟାଙ୍ଗ ପରିଚୟ ପତ୍ର ଓ ଭତ୍ତା ପାଇଁ ଆବେଦନ ଗ୍ରହଣ କରାଯାଉଛି ବୋଲି ଜିଲ୍ଲା ପ୍ରଶାସନ ପକ୍ଷରୁ ସୂଚନା ଦିଆଯାଇଛି। ଉତ୍ସବରେ ଜିଲ୍ଲାର ବିଭିନ୍ନ ଅଞ୍ଚଳରୁ ଦିବ୍ୟାଙ୍ଗ ହିତାଧିକାରୀ ଯୋଗଦେଇଥିଲେ। — [1146, 736, 1401, 928]
ad-paradip-date: Date : 01/12/2023 — [926, 1046, 1008, 1057]
ad-nrsc-cell: 2 — [885, 1985, 956, 2003]
ad-rwd-phone: Phone No.-06562237595 — [1178, 1068, 1285, 1078]
ad-nrsc-line-1: ଭାରତ ସରକାର/GOVERNMENT OF INDIA — [1076, 1762, 1275, 1773]
ad-khunti-row — [1068, 1625, 1397, 1652]
ad-nrsc-th-count: ପଦବୀଗୁଡ଼ିକର ସଂଖ୍ୟା No. of Positions — [1150, 1922, 1262, 1954]
ad-khunti-cell-label: Date of Publication of Tender on website — [1093, 1542, 1212, 1569]
story1-bullet-2: ■ ପିଲାଙ୍କ ଜମାଖାତାକୁ ଅନୁଦାନ ଦେବାକୁ ଦାବି — [15, 357, 145, 392]
story3-dateline: ରସୁଲପୁର,୫।୧୨(ରଞ୍ଜିତ ରାଉତ): — [10, 1291, 172, 1305]
ad-osepa-website: www.osepa.odisha.gov.in — [548, 1921, 676, 1933]
ad-khunti-cell-label: Bid Security (Rs.) — [1093, 1454, 1212, 1482]
ad-nrsc-line-2: ମହାକାଶ ବିଭାଗ/DEPARTMENT OF SPACE — [1073, 1775, 1277, 1787]
ad-rwd-emblem-left — [1069, 998, 1111, 1040]
section-title: ଯାଜପୁର — [1168, 4, 1304, 52]
ad-osepa — [355, 1754, 869, 2187]
ad-nrsc-logo-text: ଇସ୍ରୋ isro — [894, 1805, 940, 1815]
ad-nrsc-cell: 01 — [1150, 1954, 1262, 1985]
story1-kicker-box — [8, 269, 198, 421]
ad-rwd-emblem-right — [1353, 998, 1395, 1040]
story3-photo-crowd — [46, 1083, 618, 1226]
ad-khunti-cell-no: 9. — [1068, 1597, 1094, 1625]
ad-nrsc-adv-odia-2: ଚୁକ୍ତିଭିତ୍ତିକ କର୍ମନିଯୁକ୍ତି ପାଇଁ ଅଧିସୂଚନା — [1055, 1848, 1223, 1859]
registration-dots — [656, 2210, 724, 2228]
logo-word: ଧରିତ୍ରୀ — [57, 17, 92, 30]
ad-khunti-cell-value: Rs. 56,78,000.00 Rs. Fifty Six Lakh Seventy Eight Thousand Only. — [1212, 1454, 1396, 1482]
ad-nrsc-cell: Rs.96,000/- per month — [1261, 1985, 1394, 2003]
story2-kicker: ଆନ୍ତର୍ଜାତିକ ଭିନ୍ନକ୍ଷମ ଦିବସ — [873, 229, 1131, 284]
ad-rwd-sig-1: କାର୍ଯ୍ୟପାଳକ ଅଭିଯନ୍ତା, — [1305, 1197, 1397, 1208]
ad-nrsc-th-name: ପଦବୀର ନାମ Name of the Post — [955, 1922, 1149, 1954]
story3-bullet-2: ■ କଳାଧାରୀ ସ୍ୱେଚ୍ଛାସେବୀ ପରିଧାନ କରିବାକୁ ପରାମର୍ଶ — [235, 1340, 423, 1372]
ad-paradip-subtitle: e-TENDER CALL NOTICE — [907, 1009, 1027, 1020]
